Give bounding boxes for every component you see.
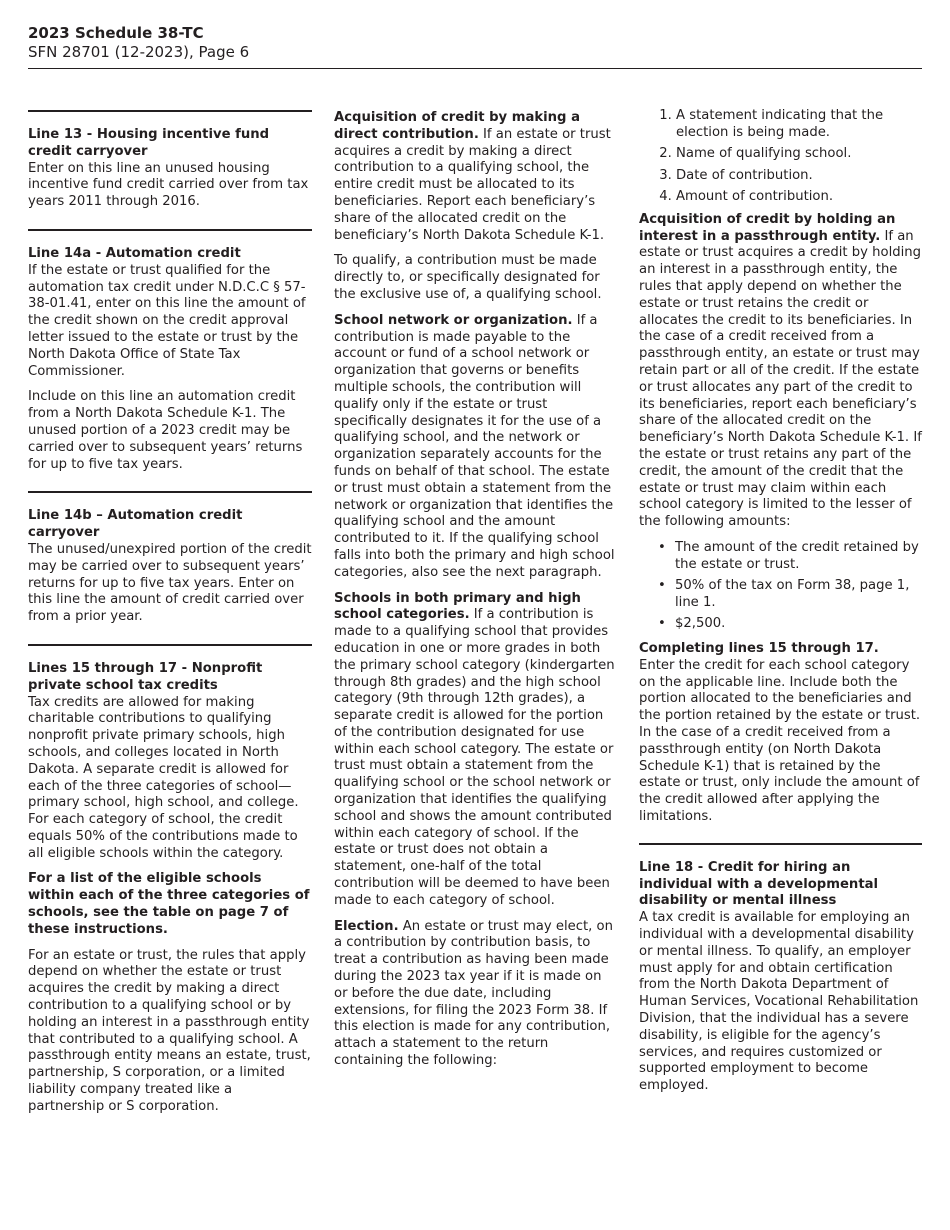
list-item: 4. Amount of contribution. — [676, 189, 922, 206]
list-item: 2. Name of qualifying school. — [676, 146, 922, 163]
page-header — [28, 24, 922, 62]
list-item: • 50% of the tax on Form 38, page 1, line 1. — [675, 578, 922, 612]
column-left — [28, 110, 312, 1116]
paragraph-text: An estate or trust may elect, on a contribution by contribution basis, to treat a contribution as having been made during the 2023 tax year if it is made on or before the due date, including extensions, for filing the 2023 Form 38. If this election is made for any contribution, attach a statement to the return containing the following: — [334, 918, 613, 1069]
paragraph-direct-contribution — [334, 110, 619, 244]
run-in-heading: Acquisition of credit by making a direct contribution. — [334, 110, 580, 142]
statement-requirements-list — [639, 108, 922, 206]
list-item: • $2,500. — [675, 616, 922, 633]
run-in-heading: Completing lines 15 through 17. — [639, 641, 879, 657]
limitation-list — [639, 540, 922, 633]
list-item: • The amount of the credit retained by the estate or trust. — [675, 540, 922, 574]
section-heading: Lines 15 through 17 - Nonprofit private school tax credits — [28, 660, 263, 693]
paragraph: If the estate or trust qualified for the automation tax credit under N.D.C.C § 57-38-01.41, enter on this line the amount of the credit shown on the credit approval letter issued to the estate or trust by the North Dakota Office of State Tax Commissioner. — [28, 262, 306, 379]
section-heading: Line 14a - Automation credit — [28, 245, 241, 261]
run-in-heading: Acquisition of credit by holding an interest in a passthrough entity. — [639, 211, 896, 244]
paragraph: For an estate or trust, the rules that apply depend on whether the estate or trust acquires the credit by making a direct contribution to a qualifying school or by holding an interest in a passthrough entity that contributed to a qualifying school. A passthrough entity means an estate, trust, partnership, S corporation, or a limited liability company treated like a partnership or S corporation. — [28, 947, 311, 1114]
paragraph-school-network — [334, 313, 619, 582]
section-heading: Line 18 - Credit for hiring an individual with a developmental disability or mental illness — [639, 859, 879, 909]
list-item: 3. Date of contribution. — [676, 168, 922, 185]
paragraph-text: If a contribution is made to a qualifying school that provides education in one or more grades in both the primary school category (kindergarten through 8th grades) and the high school category (9th through 12th grades), a separate credit is allowed for the portion of the contribution designated for use within each school category. The estate or trust must obtain a statement from the qualifying school or the school network or organization that identifies the qualifying school and shows the amount contributed within each category of school. If the estate or trust does not obtain a statement, one-half of the total contribution will be deemed to have been made to each category of school. — [334, 607, 615, 908]
paragraph-text: If a contribution is made payable to the account or fund of a school network or organization that governs or benefits multiple schools, the contribution will qualify only if the estate or trust specifically designates it for the use of a qualifying school, and the network or organization separately accounts for the funds on behalf of that school. The estate or trust must obtain a statement from the network or organization that identifies the qualifying school and the amount contributed to it. If the qualifying school falls into both the primary and high school categories, also see the next paragraph. — [334, 312, 615, 580]
section-line-14b — [28, 491, 312, 626]
section-line-14a — [28, 229, 312, 473]
section-heading: Line 13 - Housing incentive fund credit carryover — [28, 127, 270, 159]
section-line-18 — [639, 843, 922, 1095]
run-in-heading: Election. — [334, 918, 399, 934]
form-page-label: SFN 28701 (12-2023), Page 6 — [28, 43, 250, 61]
paragraph: A tax credit is available for employing an individual with a developmental disability or mental illness. To qualify, an employer must apply for and obtain certification from the North Dakota Department of Human Services, Vocational Rehabilitation Division, that the individual has a severe disability, is eligible for the agency’s services, and requires customized or supported employment to become employed. — [639, 910, 919, 1094]
paragraph-election — [334, 919, 619, 1070]
paragraph: The unused/unexpired portion of the credit may be carried over to subsequent years’ returns for up to five tax years. Enter on this line the amount of credit carried over from a prior year. — [28, 541, 312, 625]
run-in-heading: School network or organization. — [334, 312, 573, 328]
paragraph-passthrough — [639, 212, 922, 531]
section-lines-15-17 — [28, 644, 312, 1116]
paragraph-both-categories — [334, 591, 619, 910]
section-line-13 — [28, 110, 312, 211]
paragraph: To qualify, a contribution must be made directly to, or specifically designated for the exclusive use of, a qualifying school. — [334, 253, 602, 302]
section-heading: Line 14b – Automation credit carryover — [28, 508, 243, 541]
paragraph-completing — [639, 641, 922, 826]
run-in-heading: Schools in both primary and high school categories. — [334, 590, 581, 623]
paragraph: Include on this line an automation credit from a North Dakota Schedule K-1. The unused portion of a 2023 credit may be carried over to subsequent years’ returns for up to five tax years. — [28, 389, 303, 472]
list-item: 1. A statement indicating that the election is being made. — [676, 108, 922, 142]
paragraph-text: If an estate or trust acquires a credit by holding an interest in a passthrough entity, the rules that apply depend on whether the estate or trust retains the credit or allocates the credit to its beneficiaries. In the case of a credit received from a passthrough entity, an estate or trust may retain part or all of the credit. If the estate or trust allocates any part of the credit to its beneficiaries, report each beneficiary’s share of the allocated credit on the beneficiary’s North Dakota Schedule K-1. If the estate or trust retains any part of the credit, the amount of the credit that the estate or trust may claim within each school category is limited to the lesser of the following amounts: — [639, 228, 922, 530]
paragraph-text: Enter the credit for each school category on the applicable line. Include both the portion allocated to the beneficiaries and the portion retained by the estate or trust. In the case of a credit received from a passthrough entity (on North Dakota Schedule K-1) that is retained by the estate or trust, only include the amount of the credit allowed after applying the limitations. — [639, 657, 921, 825]
schedule-title: 2023 Schedule 38-TC — [28, 24, 204, 42]
paragraph-text: If an estate or trust acquires a credit by making a direct contribution to a qualifying school, the entire credit must be allocated to its beneficiaries. Report each beneficiary’s share of the allocated credit on the beneficiary’s North Dakota Schedule K-1. — [334, 126, 611, 243]
paragraph: Tax credits are allowed for making charitable contributions to qualifying nonprofit private primary schools, high schools, and colleges located in North Dakota. A separate credit is allowed for each of the three categories of school—primary school, high school, and college. For each category of school, the credit equals 50% of the contributions made to all eligible schools within the category. — [28, 694, 299, 861]
header-divider — [28, 68, 922, 69]
paragraph: Enter on this line an unused housing incentive fund credit carried over from tax years 2011 through 2016. — [28, 160, 309, 210]
column-middle — [334, 110, 619, 1070]
eligible-schools-note: For a list of the eligible schools within each of the three categories of schools, see the table on page 7 of these instructions. — [28, 871, 310, 937]
column-right — [639, 108, 922, 1095]
